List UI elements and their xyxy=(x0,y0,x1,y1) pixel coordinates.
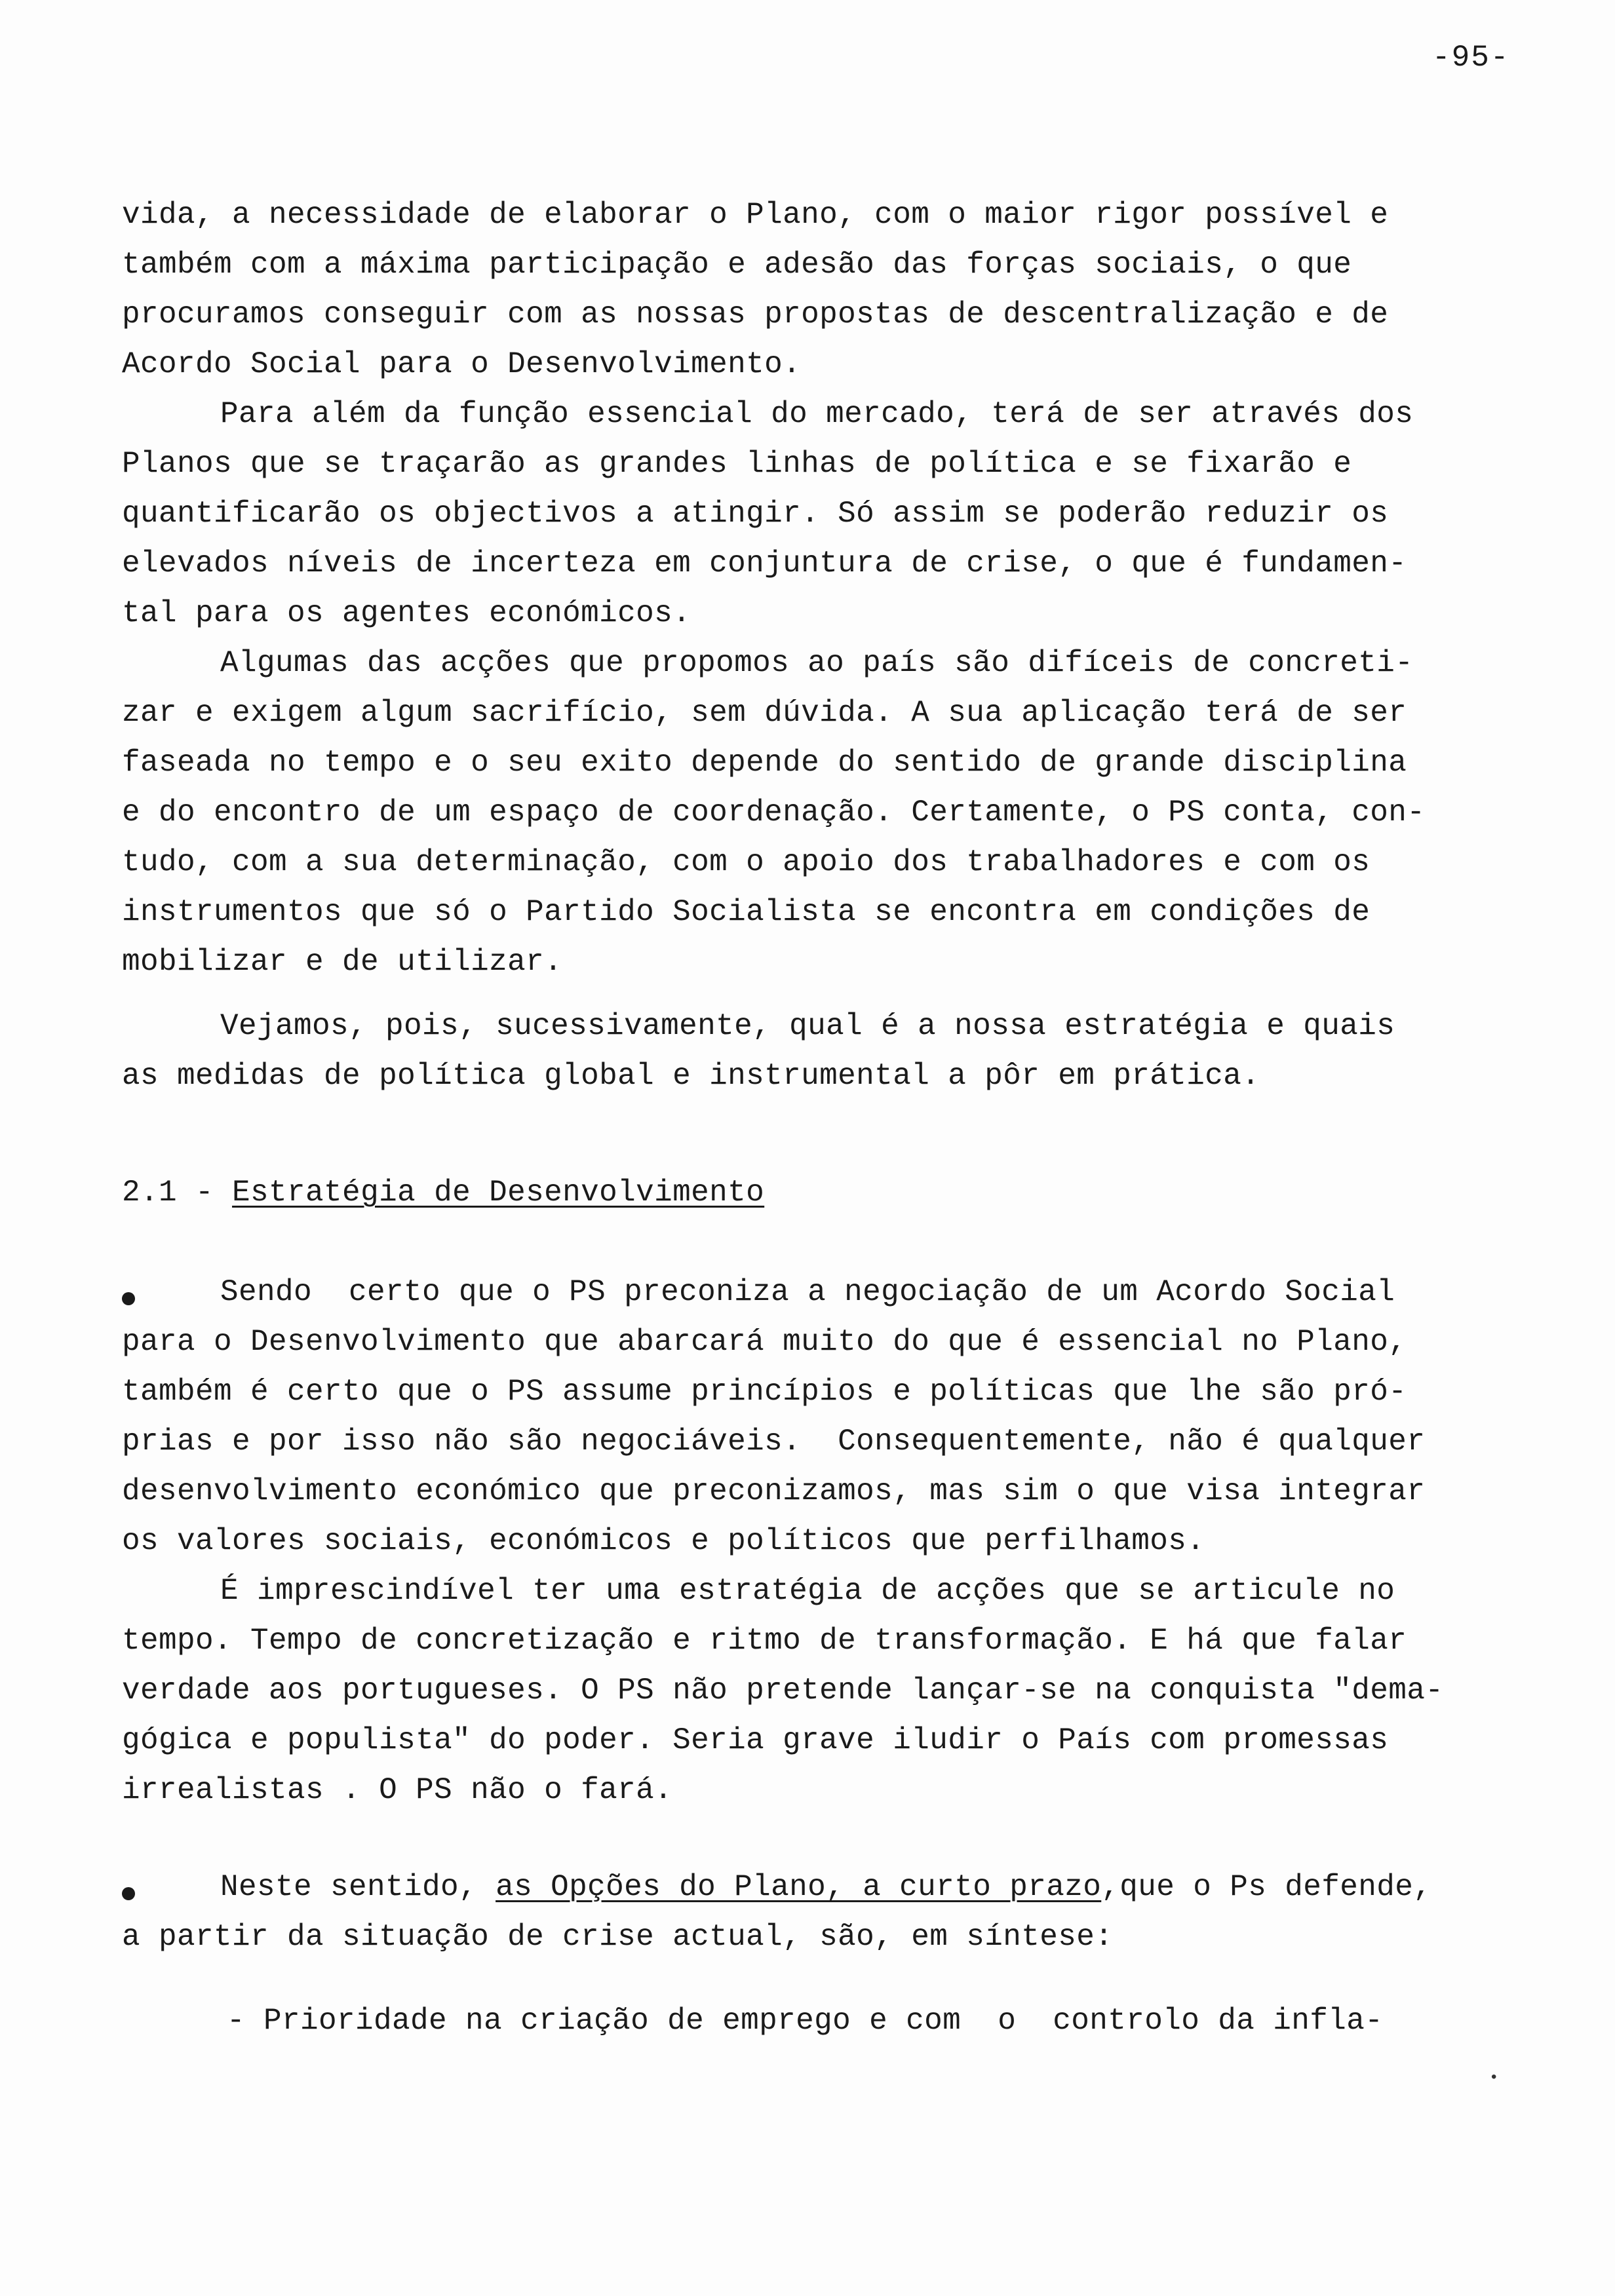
bullet1-line-4: prias e por isso não são negociáveis. Consequentemente, não é qualquer xyxy=(122,1425,1426,1459)
page-number: -95- xyxy=(1432,41,1510,75)
list-item-1: - Prioridade na criação de emprego e com o controlo da infla- xyxy=(227,2004,1384,2038)
intro-line-3: procuramos conseguir com as nossas propostas de descentralização e de xyxy=(122,297,1389,332)
para5-line-5: irrealistas . O PS não o fará. xyxy=(122,1773,673,1807)
section-title: Estratégia de Desenvolvimento xyxy=(232,1176,765,1210)
para2-line-2: Planos que se traçarão as grandes linhas de política e se fixarão e xyxy=(122,447,1352,481)
para4-line-1: Vejamos, pois, sucessivamente, qual é a nossa estratégia e quais xyxy=(220,1009,1395,1043)
scan-speck-mark: • xyxy=(1489,2069,1499,2087)
para3-line-4: e do encontro de um espaço de coordenação. Certamente, o PS conta, con- xyxy=(122,795,1426,830)
bullet2-underlined: as Opções do Plano, a curto prazo xyxy=(496,1870,1102,1904)
para3-line-7: mobilizar e de utilizar. xyxy=(122,945,563,979)
para5-line-3: verdade aos portugueses. O PS não pretende lançar-se na conquista "dema- xyxy=(122,1674,1444,1708)
para3-line-5: tudo, com a sua determinação, com o apoio dos trabalhadores e com os xyxy=(122,845,1371,879)
bullet2-line-2: a partir da situação de crise actual, são, em síntese: xyxy=(122,1920,1114,1954)
para2-line-3: quantificarão os objectivos a atingir. Só assim se poderão reduzir os xyxy=(122,497,1389,531)
para3-line-2: zar e exigem algum sacrifício, sem dúvida. A sua aplicação terá de ser xyxy=(122,696,1407,730)
intro-line-1: vida, a necessidade de elaborar o Plano, com o maior rigor possível e xyxy=(122,198,1389,232)
section-heading xyxy=(122,1176,764,1210)
bullet1-line-3: também é certo que o PS assume princípios e políticas que lhe são pró- xyxy=(122,1375,1407,1409)
bullet-marker-1 xyxy=(122,1292,135,1305)
para3-line-6: instrumentos que só o Partido Socialista se encontra em condições de xyxy=(122,895,1371,929)
para3-line-1: Algumas das acções que propomos ao país são difíceis de concreti- xyxy=(220,646,1414,680)
section-number: 2.1 - xyxy=(122,1176,233,1210)
bullet1-line-6: os valores sociais, económicos e políticos que perfilhamos. xyxy=(122,1524,1205,1558)
para4-line-2: as medidas de política global e instrumental a pôr em prática. xyxy=(122,1059,1260,1093)
bullet2-suffix: ,que o Ps defende, xyxy=(1101,1870,1432,1904)
bullet1-line-5: desenvolvimento económico que preconizamos, mas sim o que visa integrar xyxy=(122,1474,1426,1508)
para5-line-1: É imprescindível ter uma estratégia de acções que se articule no xyxy=(220,1574,1395,1608)
para5-line-2: tempo. Tempo de concretização e ritmo de transformação. E há que falar xyxy=(122,1624,1407,1658)
para3-line-3: faseada no tempo e o seu exito depende do sentido de grande disciplina xyxy=(122,746,1407,780)
bullet2-line-1 xyxy=(220,1870,1431,1904)
para2-line-4: elevados níveis de incerteza em conjuntura de crise, o que é fundamen- xyxy=(122,546,1407,581)
para2-line-1: Para além da função essencial do mercado, terá de ser através dos xyxy=(220,397,1414,431)
para5-line-4: gógica e populista" do poder. Seria grave iludir o País com promessas xyxy=(122,1723,1389,1757)
para2-line-5: tal para os agentes económicos. xyxy=(122,596,691,630)
bullet2-prefix: Neste sentido, xyxy=(220,1870,496,1904)
bullet1-line-1: Sendo certo que o PS preconiza a negociação de um Acordo Social xyxy=(220,1275,1395,1309)
bullet1-line-2: para o Desenvolvimento que abarcará muito do que é essencial no Plano, xyxy=(122,1325,1407,1359)
intro-line-2: também com a máxima participação e adesão das forças sociais, o que xyxy=(122,248,1352,282)
intro-line-4: Acordo Social para o Desenvolvimento. xyxy=(122,347,802,381)
bullet-marker-2 xyxy=(122,1887,135,1900)
